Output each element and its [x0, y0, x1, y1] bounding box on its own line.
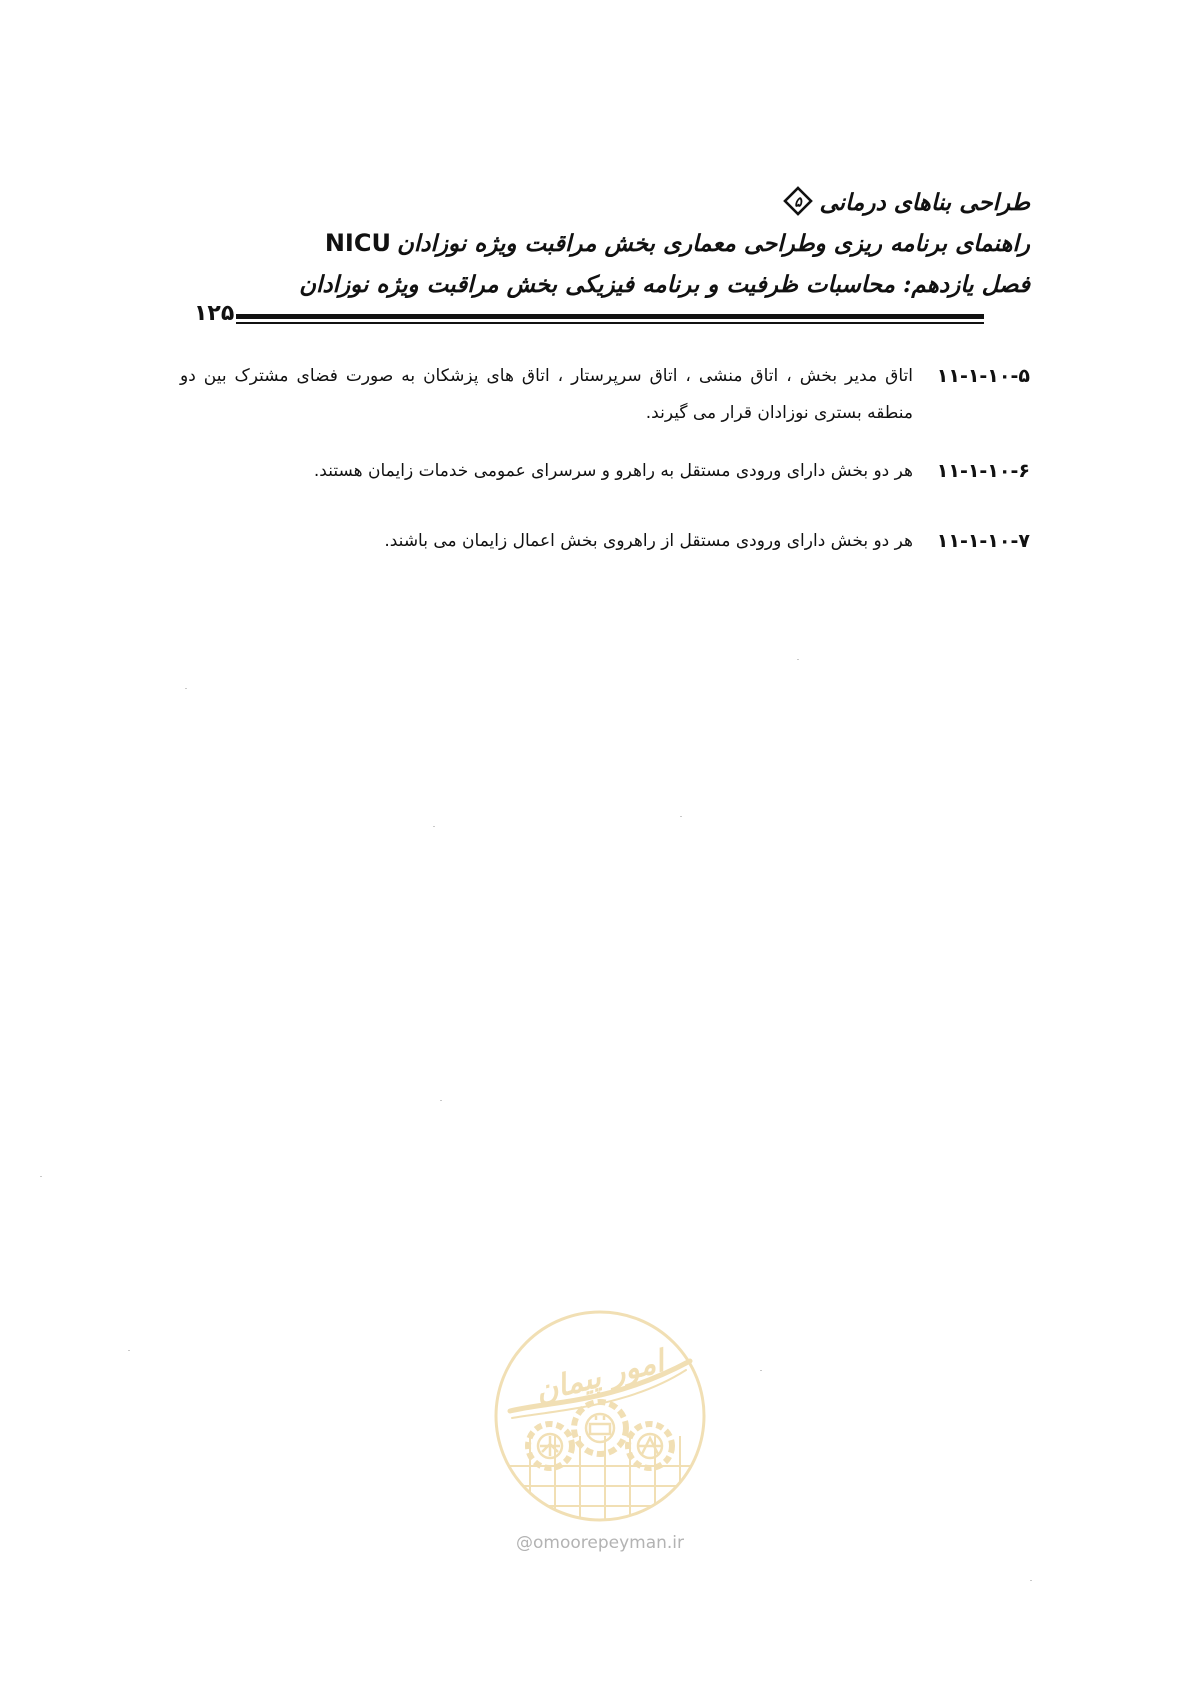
- clause-item: [180, 358, 1030, 432]
- scan-speck: [40, 1176, 42, 1177]
- header-chapter-title: فصل یازدهم: محاسبات ظرفیت و برنامه فیزیکی بخش مراقبت ویژه نوزادان: [299, 271, 1030, 298]
- scan-speck: [680, 816, 682, 817]
- header-book-title-text: طراحی بناهای درمانی: [819, 189, 1030, 216]
- scan-speck: [440, 1100, 442, 1101]
- clause-text: هر دو بخش دارای ورودی مستقل به راهرو و سرسرای عمومی خدمات زایمان هستند.: [313, 461, 913, 481]
- running-header: [180, 182, 1030, 305]
- scan-speck: [433, 826, 435, 827]
- clause-item: [180, 453, 1030, 490]
- clause-number: ۱۱-۱-۱۰-۷: [936, 530, 1030, 552]
- clause-item: [180, 523, 1030, 560]
- header-guide-title-latin: NICU: [324, 229, 391, 257]
- diamond-badge-icon: [783, 186, 813, 216]
- watermark-logo-text: امور پیمان: [532, 1343, 668, 1410]
- header-rule-thin: [236, 322, 984, 324]
- clause-text: اتاق مدیر بخش ، اتاق منشی ، اتاق سرپرستار ، اتاق های پزشکان به صورت فضای مشترک بین دو منطقه بستری نوزادان قرار می گیرند.: [180, 366, 913, 423]
- clause-number: ۱۱-۱-۱۰-۵: [936, 365, 1030, 387]
- header-guide-title: [180, 223, 1030, 264]
- clause-text: هر دو بخش دارای ورودی مستقل از راهروی بخش اعمال زایمان می باشند.: [384, 531, 913, 551]
- header-guide-title-text: راهنمای برنامه ریزی وطراحی معماری بخش مراقبت ویژه نوزادان: [396, 230, 1030, 257]
- watermark-site: @omoorepeyman.ir: [515, 1533, 685, 1553]
- series-number-badge: [783, 186, 813, 216]
- header-book-title: [180, 182, 1030, 223]
- scan-speck: [760, 1370, 762, 1371]
- watermark-logo: [490, 1306, 710, 1526]
- header-rule: [180, 300, 984, 330]
- watermark-grid: [490, 1436, 710, 1526]
- scan-speck: [797, 659, 799, 660]
- clause-number: ۱۱-۱-۱۰-۶: [936, 460, 1030, 482]
- scan-speck: [128, 1350, 130, 1351]
- scan-speck: [185, 688, 187, 689]
- scan-speck: [1030, 1580, 1032, 1581]
- header-rule-thick: [236, 314, 984, 319]
- clause-list: [180, 358, 1030, 560]
- series-number: ۵: [794, 194, 803, 211]
- page-number: ۱۲۵: [194, 301, 235, 326]
